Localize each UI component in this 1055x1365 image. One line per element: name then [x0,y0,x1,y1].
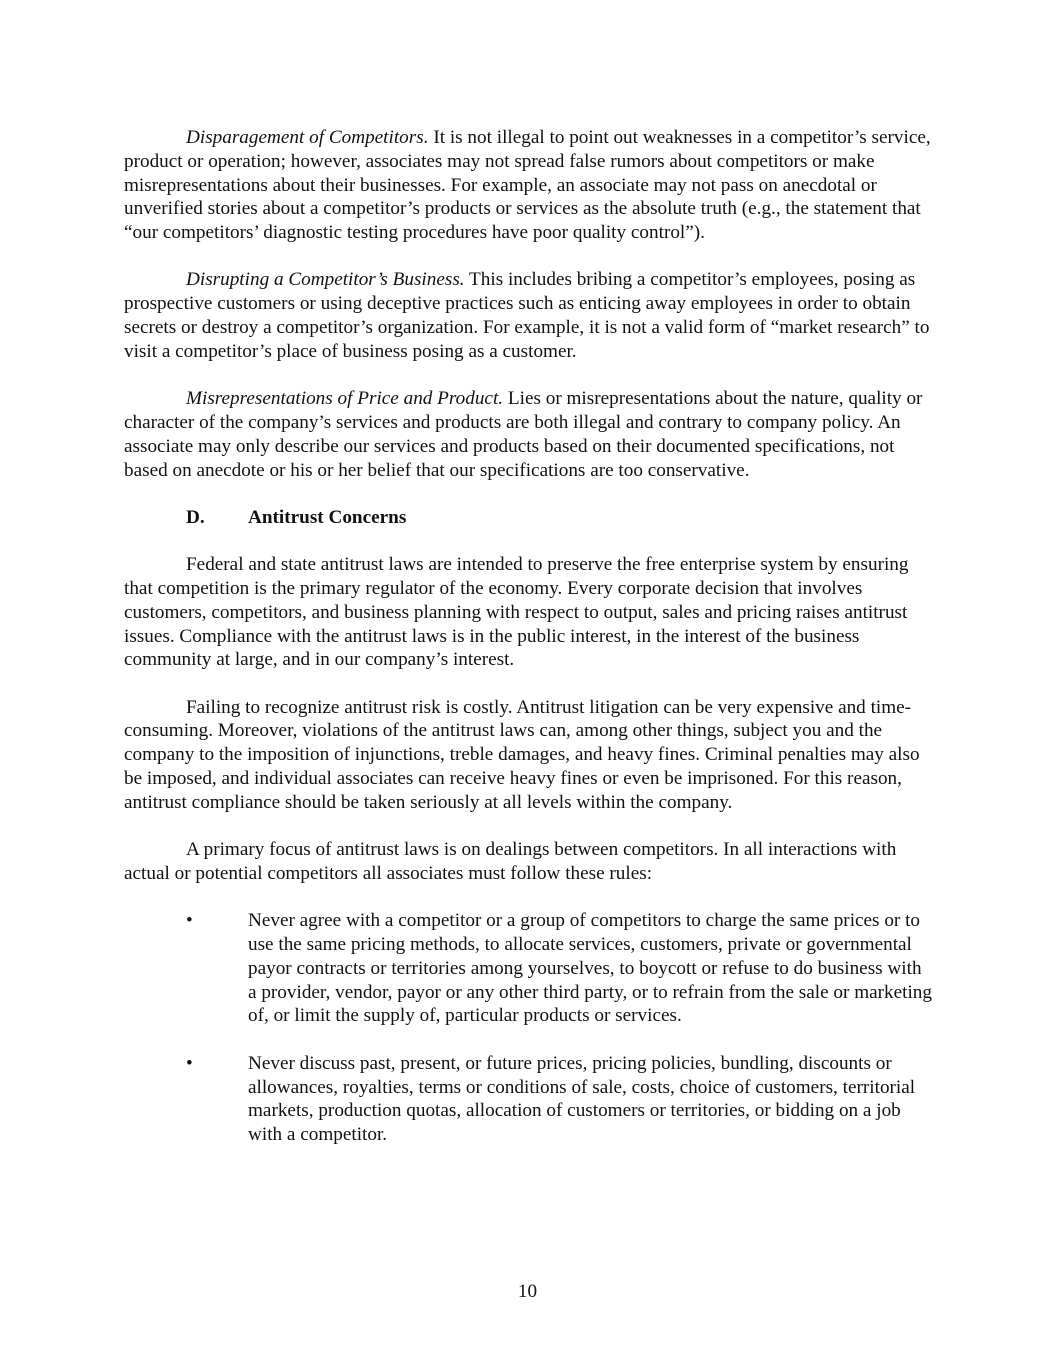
bullet-icon: • [186,910,193,932]
section-title: Antitrust Concerns [248,506,407,528]
paragraph-body: It is not illegal to point out weaknesses in a competitor’s service, product or operation; however, associates may not spread false rumors about competitors or make misrepresentations about their businesses. For example, an associate may not pass on anecdotal or unverified stories about a competitor’s products or services as the absolute truth (e.g., the statement that “our competitors’ diagnostic testing procedures have poor quality control”). [124,127,931,244]
bullet-text: Never agree with a competitor or a group of competitors to charge the same prices or to use the same pricing methods, to allocate services, customers, private or governmental payor contracts or territories among yourselves, to boycott or refuse to do business with a provider, vendor, payor or any other third party, or to refrain from the sale or marketing of, or limit the supply of, particular products or services. [248,910,932,1027]
bullet-text: Never discuss past, present, or future prices, pricing policies, bundling, discounts or allowances, royalties, terms or conditions of sale, costs, choice of customers, territorial markets, production quotas, allocation of customers or territories, or bidding on a job with a competitor. [248,1052,916,1146]
paragraph-title: Disrupting a Competitor’s Business. [186,269,465,291]
paragraph-title: Misrepresentations of Price and Product. [186,388,504,410]
paragraph-antitrust-3: A primary focus of antitrust laws is on dealings between competitors. In all interactions with actual or potential competitors all associates must follow these rules: [124,839,897,884]
bullet-item [124,1052,934,1147]
paragraph-antitrust-1: Federal and state antitrust laws are intended to preserve the free enterprise system by ensuring that competition is the primary regulator of the economy. Every corporate decision that involves customers, competitors, and business planning with respect to output, sales and pricing raises antitrust issues. Compliance with the antitrust laws is in the public interest, in the interest of the business community at large, and in our company’s interest. [124,554,909,671]
paragraph-body: Lies or misrepresentations about the nature, quality or character of the company’s services and products are both illegal and contrary to company policy. An associate may only describe our services and products based on their documented specifications, not based on anecdote or his or her belief that our specifications are too conservative. [124,388,923,481]
bullet-icon: • [186,1052,193,1074]
bullet-item [124,909,934,1028]
paragraph-disrupting [124,268,934,363]
paragraph-disparagement [124,126,934,245]
section-letter: D. [186,506,205,528]
document-page [124,126,934,1170]
paragraph-body: This includes bribing a competitor’s employees, posing as prospective customers or using deceptive practices such as enticing away employees in order to obtain secrets or destroy a competitor’s organization. For example, it is not a valid form of “market research” to visit a competitor’s place of business posing as a customer. [124,269,930,362]
paragraph-antitrust-2: Failing to recognize antitrust risk is costly. Antitrust litigation can be very expensive and time-consuming. Moreover, violations of the antitrust laws can, among other things, subject you and the company to the imposition of injunctions, treble damages, and heavy fines. Criminal penalties may also be imposed, and individual associates can receive heavy fines or even be imprisoned. For this reason, antitrust compliance should be taken seriously at all levels within the company. [124,696,920,813]
page-number: 10 [517,1281,538,1302]
paragraph-misrepresentations [124,387,934,482]
paragraph-title: Disparagement of Competitors. [186,127,429,148]
section-heading [124,506,934,530]
